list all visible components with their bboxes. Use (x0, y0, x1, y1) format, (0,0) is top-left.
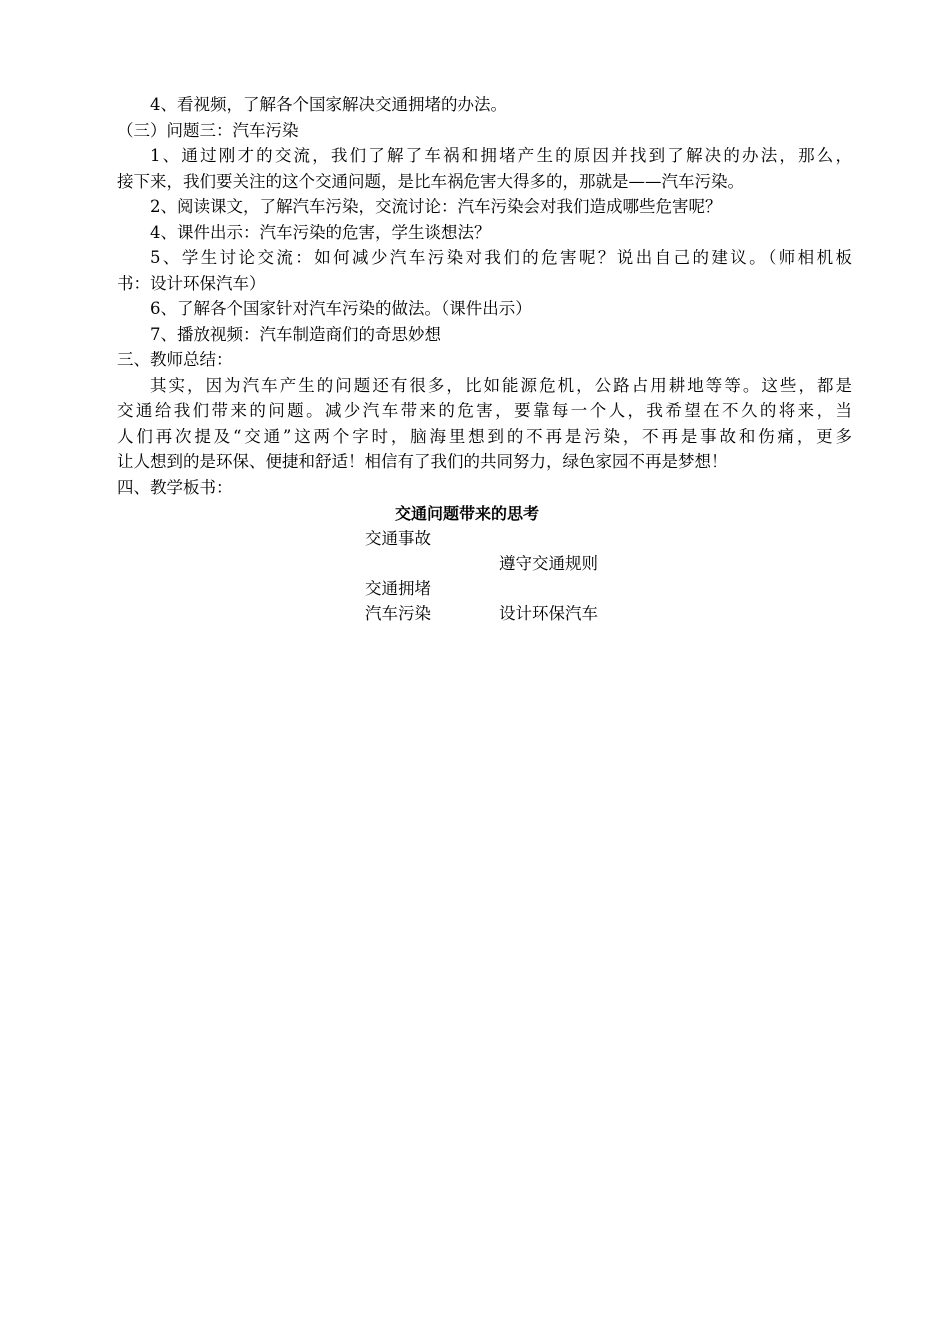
paragraph-step-5-line-1: 5、学生讨论交流：如何减少汽车污染对我们的危害呢？说出自己的建议。（师相机板 (150, 248, 852, 267)
paragraph-step-1-line-1: 1、通过刚才的交流，我们了解了车祸和拥堵产生的原因并找到了解决的办法，那么， (150, 146, 852, 165)
blackboard-outline (117, 502, 852, 632)
paragraph-step-4-courseware: 4、课件出示：汽车污染的危害，学生谈想法？ (150, 222, 491, 242)
paragraph-step-7: 7、播放视频：汽车制造商们的奇思妙想 (150, 324, 441, 344)
paragraph-step-5-line-2: 书：设计环保汽车） (117, 273, 266, 293)
paragraph-step-6: 6、了解各个国家针对汽车污染的做法。（课件出示） (150, 299, 532, 318)
summary-line-2: 交通给我们带来的问题。减少汽车带来的危害，要靠每一个人，我希望在不久的将来，当 (117, 401, 852, 420)
board-item-eco-car-design: 设计环保汽车 (499, 604, 598, 623)
section-heading-teacher-summary: 三、教师总结： (117, 350, 233, 369)
paragraph-step-4-video: 4、看视频，了解各个国家解决交通拥堵的办法。 (150, 95, 507, 114)
blackboard-title: 交通问题带来的思考 (395, 504, 540, 523)
board-item-traffic-congestion: 交通拥堵 (365, 579, 431, 598)
section-heading-problem-three: （三）问题三：汽车污染 (117, 120, 299, 140)
paragraph-step-1-line-2: 接下来，我们要关注的这个交通问题，是比车祸危害大得多的，那就是——汽车污染。 (117, 171, 744, 191)
board-item-obey-traffic-rules: 遵守交通规则 (499, 554, 598, 573)
board-item-car-pollution: 汽车污染 (365, 604, 431, 623)
summary-line-3: 人们再次提及“交通”这两个字时，脑海里想到的不再是污染，不再是事故和伤痛，更多 (117, 426, 852, 446)
section-heading-blackboard: 四、教学板书： (117, 477, 233, 497)
summary-line-1: 其实，因为汽车产生的问题还有很多，比如能源危机，公路占用耕地等等。这些，都是 (150, 375, 852, 395)
summary-line-4: 让人想到的是环保、便捷和舒适！相信有了我们的共同努力，绿色家园不再是梦想！ (117, 452, 728, 471)
board-item-traffic-accident: 交通事故 (365, 529, 431, 548)
document-page (117, 92, 852, 632)
paragraph-step-2: 2、阅读课文，了解汽车污染，交流讨论：汽车污染会对我们造成哪些危害呢？ (150, 197, 722, 216)
